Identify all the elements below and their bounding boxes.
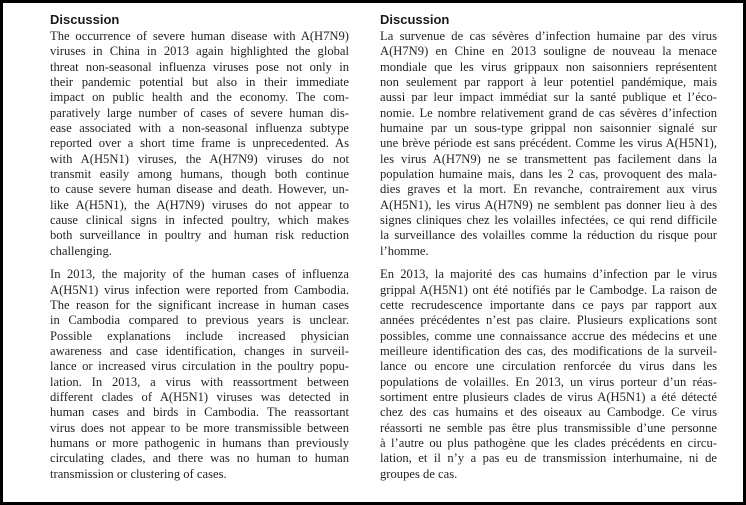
text-line: reported over a short time frame is unprecedented. As [50, 136, 349, 151]
text-line: circulating clades, and there was no human to human [50, 451, 349, 466]
text-line: réassorti ne semble pas être plus transmissible d’une personne [380, 420, 717, 435]
text-line: grippal A(H5N1) ont été notifiés par le Cambodge. La raison de [380, 282, 717, 297]
text-line: En 2013, la majorité des cas humains d’infection par le virus [380, 267, 717, 282]
text-line: possibles, comme une connaissance accrue des médecins et une [380, 328, 717, 343]
text-line: A(H5N1), les virus A(H7N9) ne semblent pas donner lieu à des [380, 197, 717, 212]
text-line: in Cambodia compared to previous years is unclear. [50, 313, 349, 328]
text-line: The occurrence of severe human disease with A(H7N9) [50, 29, 349, 43]
text-line: different clades of A(H5N1) viruses was detected in [50, 389, 349, 404]
text-line: to cause severe human disease and death. However, un- [50, 182, 349, 197]
text-line: paratively large number of cases of severe human dis- [50, 105, 349, 120]
english-column [50, 12, 349, 490]
text-line: cause clinical signs in infected poultry, which makes [50, 213, 349, 228]
text-line: their pandemic potential but also in their immediate [50, 75, 349, 90]
text-line: lance ou encore une circulation renforcée du virus dans les [380, 359, 717, 374]
text-line: cette recrudescence importante dans ce pays par rapport aux [380, 297, 717, 312]
text-line: années précédentes n’est pas claire. Plusieurs explications sont [380, 313, 717, 328]
english-paragraph-1 [50, 29, 349, 259]
text-line: lation. In 2013, a virus with reassortment between [50, 374, 349, 389]
french-paragraph-2 [380, 267, 717, 482]
text-line: groupes de cas. [380, 466, 458, 481]
text-line: aussi par leur impact immédiat sur la santé publique et l’éco- [380, 90, 717, 105]
text-line: chez des cas humains et des oiseaux au Cambodge. Ce virus [380, 405, 717, 420]
text-line: les virus A(H7N9) ne se transmettent pas facilement dans la [380, 151, 717, 166]
text-line: human cases and birds in Cambodia. The reassortant [50, 405, 349, 420]
french-column [380, 12, 717, 490]
text-line: humaine par un sous-type grippal non saisonnier signalé sur [380, 121, 717, 136]
text-line: nomie. Le nombre relativement grand de cas sévères d’infection [380, 105, 717, 120]
text-line: mondiale que les virus grippaux non saisonniers représentent [380, 59, 717, 74]
text-line: A(H7N9) en Chine en 2013 souligne de nouveau la menace [380, 44, 717, 59]
text-line: lance or increased virus circulation in the poultry popu- [50, 359, 349, 374]
text-line: The reason for the significant increase in human cases [50, 297, 349, 312]
text-line: viruses in China in 2013 again highlighted the global [50, 44, 349, 59]
text-line: humans or more pathogenic in humans than previously [50, 435, 349, 450]
text-line: challenging. [50, 243, 112, 258]
text-line: threat non-seasonal influenza viruses pose not only in [50, 59, 349, 74]
text-line: transmission or clustering of cases. [50, 466, 227, 481]
french-paragraph-1 [380, 29, 717, 259]
text-line: non seulement par rapport à leur potentiel pandémique, mais [380, 75, 717, 90]
text-line: populations de volailles. En 2013, un virus porteur d’un réas- [380, 374, 717, 389]
text-line: signes cliniques chez les volailles infectées, ce qui rend difficile [380, 213, 717, 228]
text-line: La survenue de cas sévères d’infection humaine par des virus [380, 29, 717, 43]
text-line: sortiment entre plusieurs clades de virus A(H5N1) a été détecté [380, 389, 717, 404]
text-line: ease associated with a non-seasonal influenza subtype [50, 121, 349, 136]
text-line: la surveillance des volailles comme la réduction du risque pour [380, 228, 717, 243]
text-line: dies graves et la mort. En revanche, contrairement aux virus [380, 182, 717, 197]
text-line: awareness and case identification, changes in surveil- [50, 343, 349, 358]
text-line: with A(H5N1) viruses, the A(H7N9) viruses do not [50, 151, 349, 166]
text-line: population humaine mais, dans les 2 cas, provoquent des mala- [380, 167, 717, 182]
english-heading: Discussion [50, 12, 120, 27]
text-line: meilleure identification des cas, des modifications de la surveil- [380, 343, 717, 358]
text-line: lation, et il n’y a pas eu de transmission interhumaine, ni de [380, 451, 717, 466]
text-line: impact on public health and the economy. The com- [50, 90, 349, 105]
text-line: à l’autre ou plus pathogène que les clades précédents en circu- [380, 435, 717, 450]
french-heading: Discussion [380, 12, 450, 27]
text-line: Possible explanations include increased physician [50, 328, 349, 343]
text-line: both surveillance in poultry and human risk reduction [50, 228, 349, 243]
text-line: virus does not appear to be more transmissible between [50, 420, 349, 435]
text-line: une brève période est sans précédent. Comme les virus A(H5N1), [380, 136, 717, 151]
text-line: A(H5N1) virus infection were reported from Cambodia. [50, 282, 349, 297]
english-paragraph-2 [50, 267, 349, 482]
text-line: like A(H5N1), the A(H7N9) viruses do not appear to [50, 197, 349, 212]
text-line: transmit easily among humans, though both continue [50, 167, 349, 182]
text-line: l’homme. [380, 243, 429, 258]
text-line: In 2013, the majority of the human cases of influenza [50, 267, 349, 282]
